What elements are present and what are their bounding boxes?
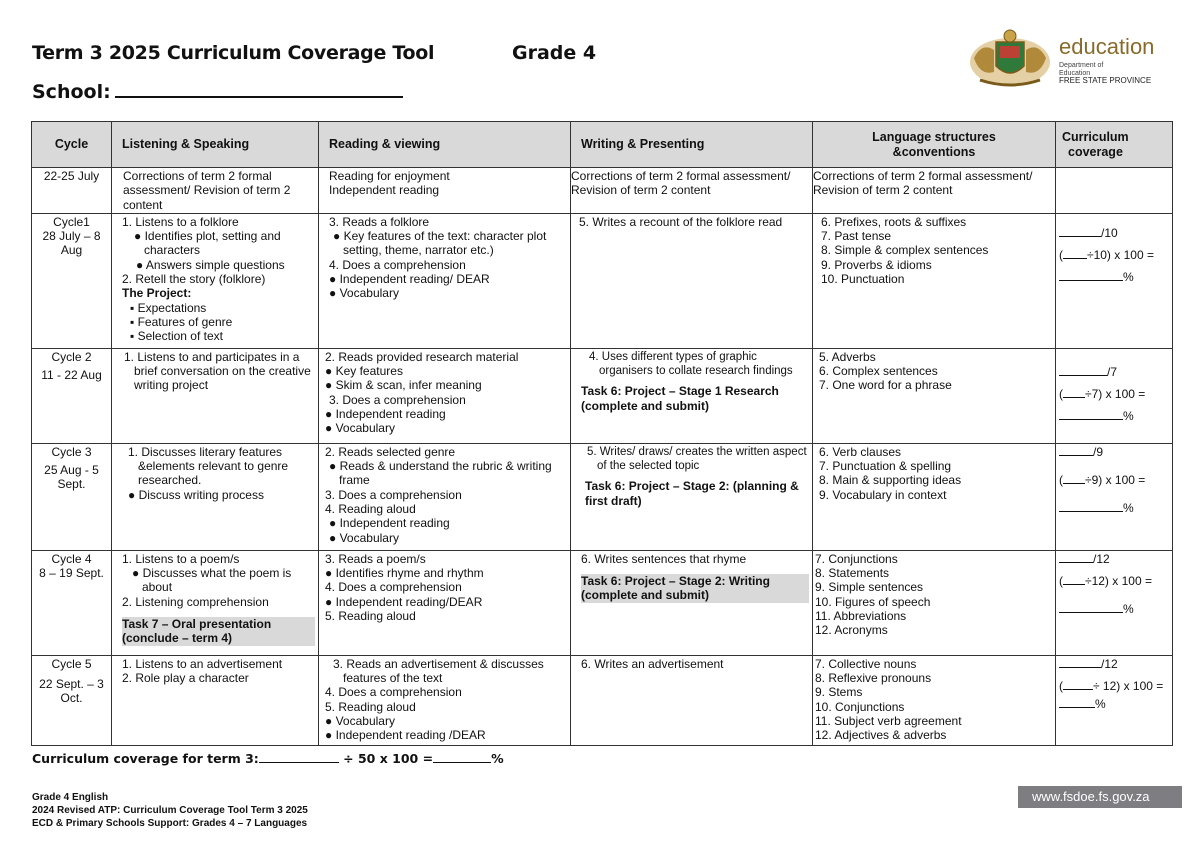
coverage-cell: /12 ( ÷ 12) x 100 = % [1056,655,1173,745]
cycle-cell: Cycle 5 22 Sept. – 3 Oct. [32,655,112,745]
task-6-stage-2-writing: Task 6: Project – Stage 2: Writing (complete and submit) [581,574,809,603]
page-title: Term 3 2025 Curriculum Coverage Tool [32,42,435,64]
listening-cell: Corrections of term 2 formal assessment/ Revision of term 2 content [112,168,319,214]
cycle-cell: Cycle 4 8 – 19 Sept. [32,550,112,655]
listening-cell: 1. Listens to a folklore ● Identifies plot, setting and characters ● Answers simple questions 2. Retell the story (folklore) The Project: ▪ Expectations ▪ Features of genre ▪ Selection of text [112,213,319,348]
footer-line-2: 2024 Revised ATP: Curriculum Coverage Tool Term 3 2025 [32,805,308,816]
language-cell: 6. Prefixes, roots & suffixes 7. Past tense 8. Simple & complex sentences 9. Proverbs & idioms 10. Punctuation [813,213,1056,348]
coverage-cell: /9 ( ÷9) x 100 = % [1056,443,1173,550]
website-url-banner: www.fsdoe.fs.gov.za [1018,786,1182,808]
listening-cell: 1. Discusses literary features &elements relevant to genre researched. ● Discuss writing process [112,443,319,550]
cycle-cell: Cycle1 28 July – 8 Aug [32,213,112,348]
task-6-stage-2-planning: Task 6: Project – Stage 2: (planning & first draft) [585,479,799,508]
listening-cell: 1. Listens to and participates in a brief conversation on the creative writing project [112,348,319,443]
header-listening: Listening & Speaking [112,122,319,168]
grade-label: Grade 4 [512,42,597,64]
writing-cell: 5. Writes a recount of the folklore read [571,213,813,348]
writing-cell: 5. Writes/ draws/ creates the written aspect of the selected topic Task 6: Project – Stage 2: (planning & first draft) [571,443,813,550]
footer-line-1: Grade 4 English [32,792,109,803]
reading-cell: 3. Reads a poem/s ● Identifies rhyme and rhythm 4. Does a comprehension ● Independent reading/DEAR 5. Reading aloud [319,550,571,655]
writing-cell: 4. Uses different types of graphic organisers to collate research findings Task 6: Project – Stage 1 Research (complete and submit) [571,348,813,443]
header-coverage: Curriculum coverage [1056,122,1173,168]
table-row [32,443,1173,550]
department-logo [966,28,1166,92]
writing-cell: 6. Writes an advertisement [571,655,813,745]
reading-cell: 2. Reads provided research material ● Key features ● Skim & scan, infer meaning 3. Does a comprehension ● Independent reading ● Vocabulary [319,348,571,443]
task-7-oral-presentation: Task 7 – Oral presentation (conclude – term 4) [122,617,315,646]
coverage-cell: /7 ( ÷7) x 100 = % [1056,348,1173,443]
school-blank-line [115,80,403,98]
coverage-cell [1056,168,1173,214]
table-row [32,213,1173,348]
listening-cell: 1. Listens to a poem/s ● Discusses what the poem is about 2. Listening comprehension Task 7 – Oral presentation (conclude – term 4) [112,550,319,655]
cycle-cell: Cycle 2 11 - 22 Aug [32,348,112,443]
reading-cell: 2. Reads selected genre ● Reads & understand the rubric & writing frame 3. Does a comprehension 4. Reading aloud ● Independent reading ● Vocabulary [319,443,571,550]
coverage-cell: /10 ( ÷10) x 100 = % [1056,213,1173,348]
school-label: School: [32,81,111,103]
cycle-cell: 22-25 July [32,168,112,214]
language-cell: 7. Collective nouns 8. Reflexive pronouns 9. Stems 10. Conjunctions 11. Subject verb agreement 12. Adjectives & adverbs [813,655,1056,745]
task-6-stage-1: Task 6: Project – Stage 1 Research (complete and submit) [581,384,779,413]
coat-of-arms-icon [966,28,1054,90]
header-cycle: Cycle [32,122,112,168]
table-row [32,168,1173,214]
writing-cell: Corrections of term 2 formal assessment/ Revision of term 2 content [571,168,813,214]
logo-line-2: Education [1059,69,1091,77]
coverage-cell: /12 ( ÷12) x 100 = % [1056,550,1173,655]
header-reading: Reading & viewing [319,122,571,168]
writing-cell: 6. Writes sentences that rhyme Task 6: Project – Stage 2: Writing (complete and submit) [571,550,813,655]
reading-cell: 3. Reads a folklore ● Key features of the text: character plot setting, theme, narrator etc.) 4. Does a comprehension ● Independent reading/ DEAR ● Vocabulary [319,213,571,348]
table-row [32,348,1173,443]
table-row [32,550,1173,655]
reading-cell: Reading for enjoyment Independent reading [319,168,571,214]
header-language: Language structures &conventions [813,122,1056,168]
curriculum-coverage-table [31,121,1173,746]
language-cell: 6. Verb clauses 7. Punctuation & spelling 8. Main & supporting ideas 9. Vocabulary in context [813,443,1056,550]
language-cell: 7. Conjunctions 8. Statements 9. Simple sentences 10. Figures of speech 11. Abbreviations 12. Acronyms [813,550,1056,655]
logo-line-1: Department of [1059,62,1104,69]
table-row [32,655,1173,745]
footer-line-3: ECD & Primary Schools Support: Grades 4 – 7 Languages [32,818,308,829]
language-cell: Corrections of term 2 formal assessment/ Revision of term 2 content [813,168,1056,214]
logo-subtitle [1059,62,1169,85]
header-writing: Writing & Presenting [571,122,813,168]
cycle-cell: Cycle 3 25 Aug - 5 Sept. [32,443,112,550]
page-footer [32,791,308,830]
table-header-row [32,122,1173,168]
logo-line-3: FREE STATE PROVINCE [1059,76,1152,85]
school-field [32,80,403,103]
reading-cell: 3. Reads an advertisement & discusses features of the text 4. Does a comprehension 5. Reading aloud ● Vocabulary ● Independent reading /DEAR [319,655,571,745]
logo-wordmark: education [1059,34,1155,59]
term-coverage-total: Curriculum coverage for term 3: ÷ 50 x 100 = % [32,751,504,766]
language-cell: 5. Adverbs 6. Complex sentences 7. One word for a phrase [813,348,1056,443]
listening-cell: 1. Listens to an advertisement 2. Role play a character [112,655,319,745]
